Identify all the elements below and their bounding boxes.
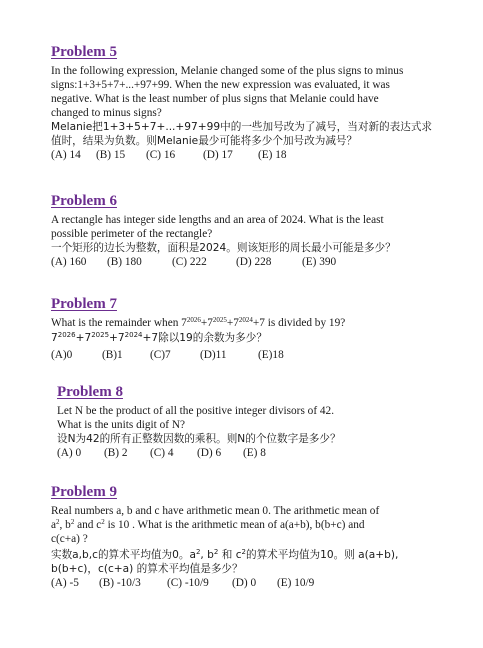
problem-5-choices [51, 148, 483, 162]
problem-9-text-1: Real numbers a, b and c have arithmetic mean 0. The arithmetic mean of [51, 505, 380, 517]
choice-b: (B) 180 [107, 256, 142, 268]
p7-text-pre: What is the remainder when 7 [51, 317, 187, 329]
problem-8-zh-1: 设N为42的所有正整数因数的乘积。则N的个位数字是多少？ [57, 433, 341, 445]
p7-zh-post: +7除以19的余数为多少？ [142, 332, 267, 344]
choice-c: (C) 222 [172, 256, 207, 268]
choice-d: (D) 228 [236, 256, 272, 268]
problem-7-choices [51, 348, 483, 362]
choice-a: (A) 0 [57, 447, 82, 459]
problem-6-choices [51, 255, 483, 269]
p9-rest: is 10 . What is the arithmetic mean of a(a+b), b(b+c) and [104, 519, 365, 531]
p7-plus-2: +7 [226, 317, 239, 329]
problem-9-text-2 [51, 518, 483, 532]
choice-a: (A)0 [51, 349, 73, 361]
choice-d: (D) 0 [232, 577, 257, 589]
p7-text-post: +7 is divided by 19? [252, 317, 346, 329]
problem-8 [0, 384, 483, 460]
choice-e: (E) 390 [302, 256, 337, 268]
p7-zh-plus-2: +7 [109, 332, 125, 344]
problem-6-title: Problem 6 [51, 193, 117, 209]
p9-a: a [51, 519, 57, 531]
problem-5-zh-2: 值时，结果为负数。则Melanie最少可能将多少个加号改为减号？ [51, 135, 358, 147]
choice-d: (D) 17 [203, 149, 233, 161]
p7-zh-exp-1: 2026 [57, 331, 76, 339]
p9-zh-a: 实数a,b,c的算术平均值为0。a [51, 549, 196, 561]
choice-e: (E) 18 [258, 149, 287, 161]
choice-e: (E)18 [258, 349, 284, 361]
problem-9-choices [51, 576, 483, 590]
p7-zh-base: 7 [51, 332, 58, 344]
p9-sq-2: 2 [70, 518, 75, 526]
p7-exp-1: 2026 [186, 316, 201, 324]
problem-6-text-1: A rectangle has integer side lengths and an area of 2024. What is the least [51, 214, 384, 226]
choice-c: (C) 4 [150, 447, 174, 459]
p9-b: , b [59, 519, 71, 531]
p9-c: and c [74, 519, 102, 531]
choice-c: (C)7 [150, 349, 171, 361]
problem-9 [0, 484, 483, 590]
choice-b: (B) -10/3 [99, 577, 141, 589]
p9-zh-sq-3: 2 [241, 548, 246, 556]
choice-b: (B)1 [102, 349, 123, 361]
choice-b: (B) 15 [96, 149, 126, 161]
problem-5-zh-1: Melanie把1+3+5+7+...+97+99中的一些加号改为了减号，当对新的表达式求 [51, 121, 433, 133]
problem-7-text-1 [51, 316, 483, 330]
problem-6-zh-1: 一个矩形的边长为整数，面积是2024。则该矩形的周长最小可能是多少？ [51, 242, 396, 254]
problem-5-text-4: changed to minus signs? [51, 107, 162, 119]
p9-zh-sq-2: 2 [213, 548, 219, 556]
p7-zh-plus-1: +7 [75, 332, 92, 344]
p9-zh-c: 和 c [218, 549, 242, 561]
choice-b: (B) 2 [104, 447, 128, 459]
problem-7-title: Problem 7 [51, 296, 117, 312]
p7-zh-exp-3: 2024 [124, 331, 143, 339]
problem-8-text-2: What is the units digit of N? [57, 419, 186, 431]
p7-plus-1: +7 [200, 317, 213, 329]
problem-5-text-2: signs:1+3+5+7+...+97+99. When the new expression was evaluated, it was [51, 79, 390, 91]
problem-9-zh-2: b(b+c)，c(c+a) 的算术平均值是多少？ [51, 563, 243, 575]
problem-6 [0, 193, 483, 269]
p7-zh-exp-2: 2025 [91, 331, 110, 339]
problem-8-choices [57, 446, 483, 460]
choice-d: (D)11 [200, 349, 227, 361]
choice-d: (D) 6 [197, 447, 222, 459]
problem-9-zh-1 [51, 548, 483, 562]
p9-sq-3: 2 [101, 518, 105, 526]
problem-8-text-1: Let N be the product of all the positive integer divisors of 42. [57, 405, 335, 417]
problem-6-text-2: possible perimeter of the rectangle? [51, 228, 213, 240]
problem-8-title: Problem 8 [57, 384, 123, 400]
p7-exp-2: 2025 [212, 316, 227, 324]
p9-zh-d: 的算术平均值为10。则 a(a+b), [245, 549, 399, 561]
problem-7 [0, 296, 483, 362]
choice-a: (A) 14 [51, 149, 81, 161]
p9-zh-b: , b [200, 549, 214, 561]
choice-c: (C) -10/9 [167, 577, 209, 589]
choice-a: (A) -5 [51, 577, 79, 589]
problem-5 [0, 44, 483, 162]
problem-7-zh-1 [51, 331, 483, 345]
p9-sq-1: 2 [56, 518, 60, 526]
choice-e: (E) 8 [243, 447, 266, 459]
problem-5-text-3: negative. What is the least number of plus signs that Melanie could have [51, 93, 379, 105]
problem-9-title: Problem 9 [51, 484, 117, 500]
choice-c: (C) 16 [146, 149, 176, 161]
problem-5-text-1: In the following expression, Melanie changed some of the plus signs to minus [51, 65, 404, 77]
problem-5-title: Problem 5 [51, 44, 117, 60]
choice-e: (E) 10/9 [277, 577, 315, 589]
p9-zh-sq-1: 2 [195, 548, 201, 556]
problem-9-text-3: c(c+a) ? [51, 533, 88, 545]
p7-exp-3: 2024 [238, 316, 253, 324]
choice-a: (A) 160 [51, 256, 87, 268]
